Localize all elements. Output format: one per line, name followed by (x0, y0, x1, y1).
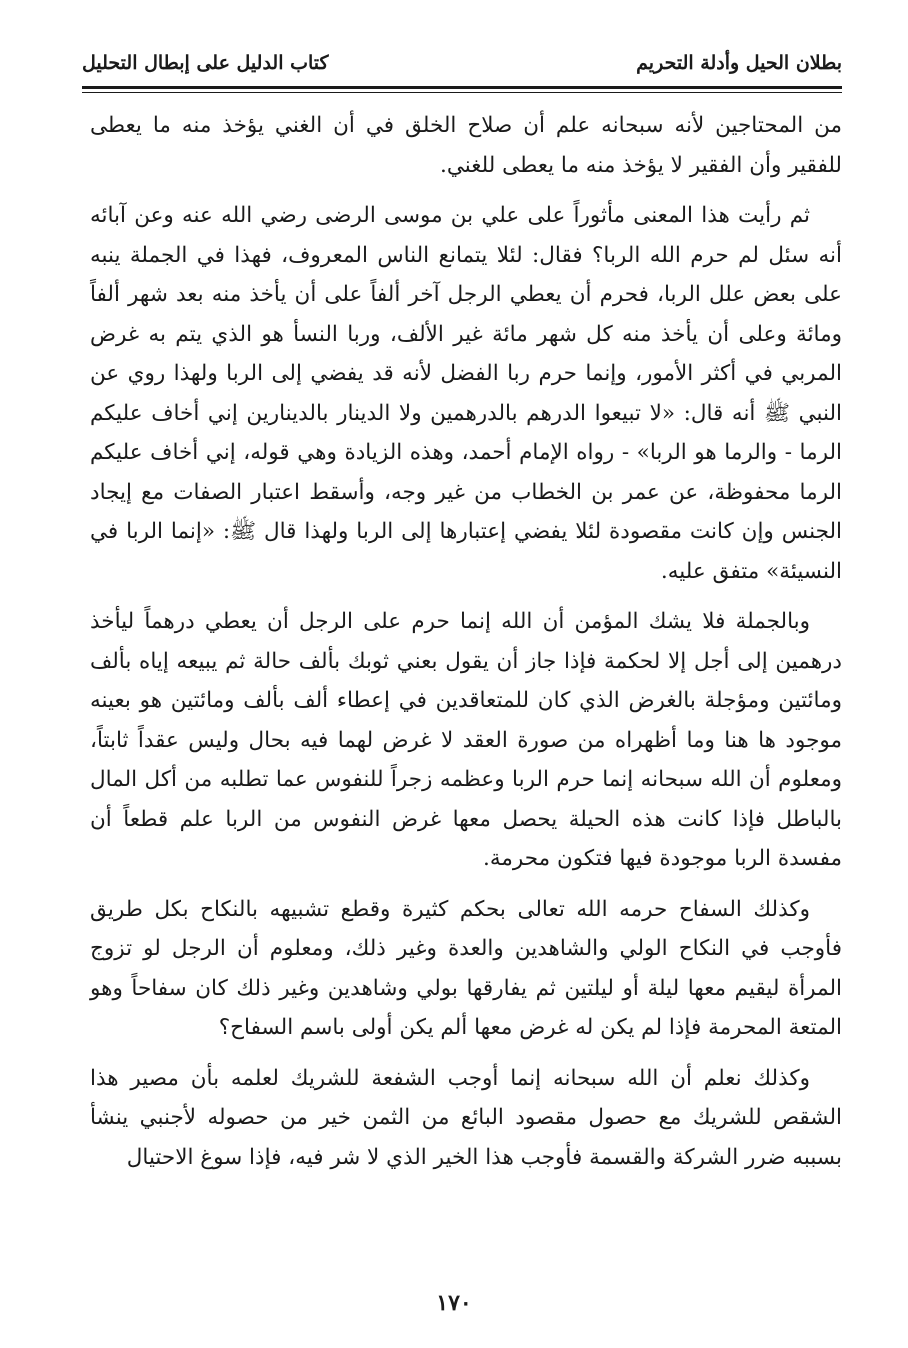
header-rule-thick (82, 86, 842, 89)
section-title: كتاب الدليل على إبطال التحليل (82, 52, 329, 74)
header-rule-thin (82, 92, 842, 93)
paragraph-4: وكذلك السفاح حرمه الله تعالى بحكم كثيرة وقطع تشبيهه بالنكاح بكل طريق فأوجب في النكاح الولي والشاهدين والعدة وغير ذلك، ومعلوم أن الرجل لو تزوج المرأة ليقيم معها ليلة أو ليلتين ثم يفارقها بولي وشاهدين وغير ذلك كان سفاحاً وهو المتعة المحرمة فإذا لم يكن له غرض معها ألم يكن أولى باسم السفاح؟ (90, 896, 842, 1040)
paragraph-3: وبالجملة فلا يشك المؤمن أن الله إنما حرم على الرجل أن يعطي درهماً ليأخذ درهمين إلى أجل إلا لحكمة فإذا جاز أن يقول بعني ثوبك بألف حالة ثم يبيعه إياه بألف ومائتين ومؤجلة بالغرض الذي كان للمتعاقدين في إعطاء ألف بألف ومائتين هو بعينه موجود ها هنا وما أظهراه من صورة العقد لا غرض لهما فيه بحال وليس عقداً ثابتاً، ومعلوم أن الله سبحانه إنما حرم الربا وعظمه زجراً للنفوس عما تطلبه من أكل المال بالباطل فإذا كانت هذه الحيلة يحصل معها غرض النفوس من الربا علم قطعاً أن مفسدة الربا موجودة فيها فتكون محرمة. (90, 609, 842, 871)
book-title: بطلان الحيل وأدلة التحريم (636, 52, 842, 74)
paragraph-1: من المحتاجين لأنه سبحانه علم أن صلاح الخلق في أن الغني يؤخذ منه ما يعطى للفقير وأن الفقير لا يؤخذ منه ما يعطى للغني. (90, 113, 842, 178)
body-text (90, 106, 842, 1188)
running-header (82, 46, 842, 86)
paragraph-2: ثم رأيت هذا المعنى مأثوراً على علي بن موسى الرضى رضي الله عنه وعن آبائه أنه سئل لم حرم الله الربا؟ فقال: لئلا يتمانع الناس المعروف، فهذا في الجملة ينبه على بعض علل الربا، فحرم أن يعطي الرجل آخر ألفاً على أن يأخذ منه بعد شهر ألفاً ومائة وعلى أن يأخذ منه كل شهر مائة غير الألف، وربا النسأ هو الذي يتم به غرض المربي في أكثر الأمور، وإنما حرم ربا الفضل لأنه قد يفضي إلى الربا ولهذا روي عن النبي ﷺ أنه قال: «لا تبيعوا الدرهم بالدرهمين ولا الدينار بالدينارين إني أخاف عليكم الرما - والرما هو الربا» - رواه الإمام أحمد، وهذه الزيادة وهي قوله، إني أخاف عليكم الرما محفوظة، عن عمر بن الخطاب من غير وجه، وأسقط اعتبار الصفات مع إيجاد الجنس وإن كانت مقصودة لئلا يفضي إعتبارها إلى الربا ولهذا قال ﷺ: «إنما الربا في النسيئة» متفق عليه. (90, 203, 842, 584)
paragraph-5: وكذلك نعلم أن الله سبحانه إنما أوجب الشفعة للشريك لعلمه بأن مصير هذا الشقص للشريك مع حصول مقصود البائع من الثمن خير من حصوله لأجنبي ينشأ بسببه ضرر الشركة والقسمة فأوجب هذا الخير الذي لا شر فيه، فإذا سوغ الاحتيال (90, 1065, 842, 1170)
page-number: ١٧٠ (436, 1290, 472, 1316)
